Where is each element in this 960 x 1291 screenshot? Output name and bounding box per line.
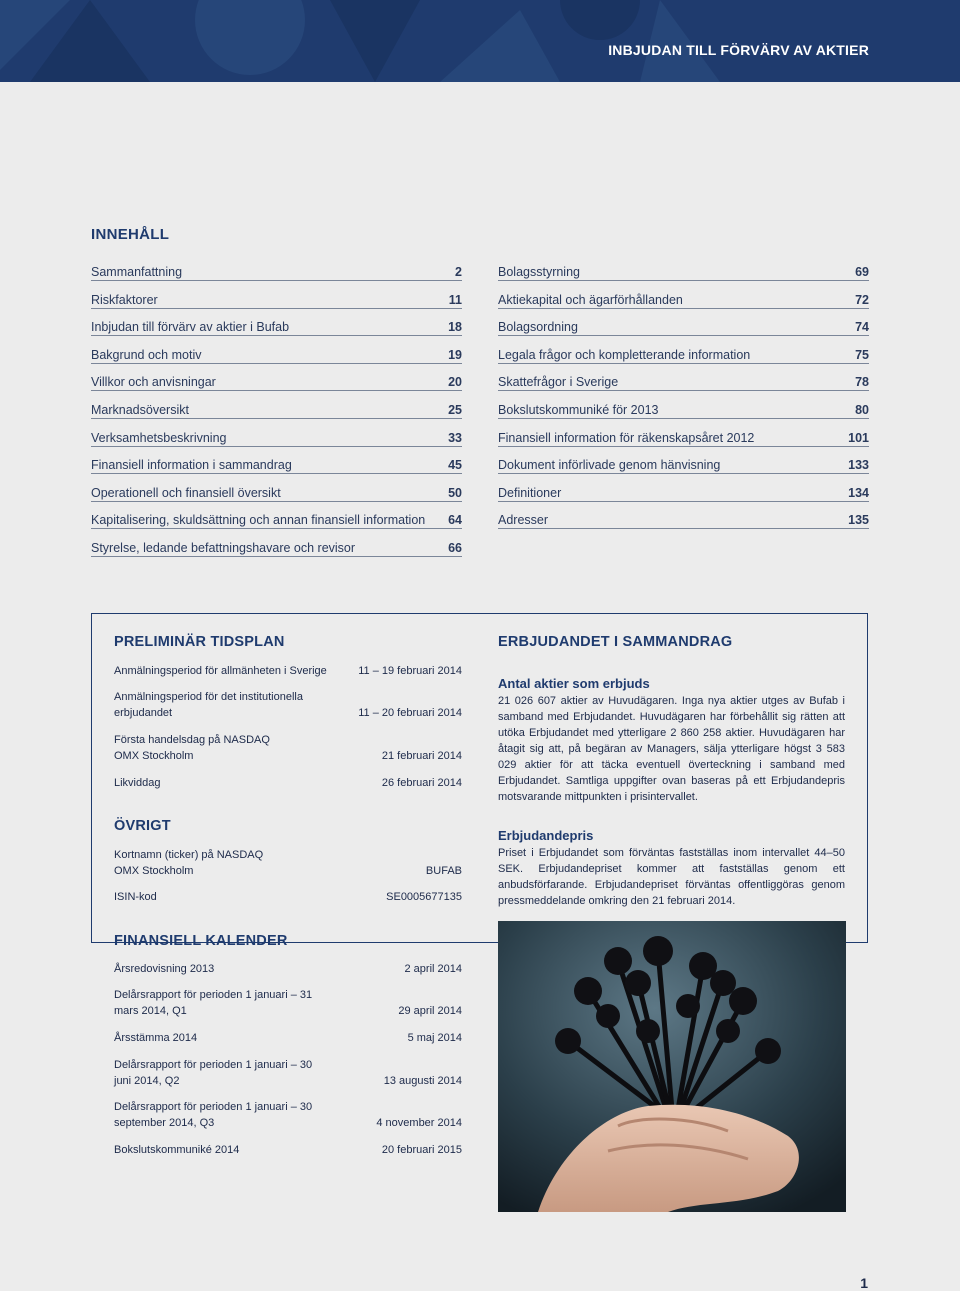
toc-entry-page: 69 <box>855 265 869 279</box>
toc-entry-page: 101 <box>848 430 869 445</box>
toc-entry-label: Bakgrund och motiv <box>91 347 202 362</box>
toc-entry <box>498 365 869 391</box>
toc-entry-label: Bolagsordning <box>498 320 578 335</box>
toc-entry-page: 66 <box>448 540 462 555</box>
calendar-date: 5 maj 2014 <box>407 1032 462 1044</box>
toc-heading: INNEHÅLL <box>91 226 170 243</box>
toc-entry-page: 75 <box>855 347 869 362</box>
toc-entry <box>91 503 462 529</box>
toc-left-column <box>91 255 462 557</box>
page-number: 1 <box>860 1275 868 1291</box>
other-value: SE0005677135 <box>386 891 462 903</box>
calendar-title: FINANSIELL KALENDER <box>114 933 288 949</box>
toc-entry-label: Definitioner <box>498 485 562 500</box>
timeline-item <box>114 663 462 679</box>
toc-entry <box>91 531 462 557</box>
toc-entry-page: 134 <box>848 485 869 500</box>
toc-entry-page: 19 <box>448 347 462 362</box>
toc-entry-page: 135 <box>848 513 869 528</box>
toc-entry-label: Bokslutskommuniké för 2013 <box>498 402 659 417</box>
timeline-label: Anmälningsperiod för det institutionella erbjudandet <box>114 691 303 719</box>
toc-entry-label: Kapitalisering, skuldsättning och annan finansiell information <box>91 513 426 528</box>
toc-entry-label: Sammanfattning <box>91 265 183 279</box>
toc-entry <box>91 255 462 281</box>
timeline-label: Anmälningsperiod för allmänheten i Sverige <box>114 665 327 677</box>
toc-entry-label: Aktiekapital och ägarförhållanden <box>498 292 683 307</box>
calendar-date: 29 april 2014 <box>398 1005 462 1017</box>
calendar-item <box>114 987 462 1019</box>
calendar-item <box>114 1030 462 1046</box>
calendar-item <box>114 961 462 977</box>
shares-text: 21 026 607 aktier av Huvudägaren. Inga nya aktier utges av Bufab i samband med Erbjudandet. Huvudägaren har förbehållit sig rätten att utöka Erbjudandet med ytterligare 2 860 258 aktier. Huvudägaren har åtagit sig att, på begäran av Managers, sälja ytterligare högst 3 583 029 aktier för att täcka eventuell överteckning i samband med Erbjudandet. Samtliga uppgifter ovan baseras på ett Erbjudandepris motsvarande mittpunkten i prisintervallet. <box>498 695 845 803</box>
offer-title: ERBJUDANDET I SAMMANDRAG <box>498 634 733 650</box>
toc-entry-label: Inbjudan till förvärv av aktier i Bufab <box>91 320 290 335</box>
toc-entry <box>498 393 869 419</box>
toc-entry-label: Finansiell information för räkenskapsåret 2012 <box>498 430 755 445</box>
hand-holding-fasteners-photo <box>498 921 846 1212</box>
toc-entry <box>91 338 462 364</box>
other-item <box>114 889 462 905</box>
banner-pattern <box>0 0 960 82</box>
toc-entry-page: 74 <box>855 320 869 335</box>
toc-entry-page: 20 <box>448 375 462 390</box>
toc-entry-page: 64 <box>448 513 462 528</box>
calendar-label: Delårsrapport för perioden 1 januari – 30 september 2014, Q3 <box>114 1101 313 1129</box>
toc-entry <box>498 310 869 336</box>
calendar-date: 4 november 2014 <box>376 1117 462 1129</box>
toc-entry-page: 45 <box>448 458 462 473</box>
toc-entry-page: 78 <box>855 375 869 390</box>
timeline-date: 11 – 19 februari 2014 <box>358 665 462 677</box>
toc-entry <box>91 421 462 447</box>
toc-entry-label: Riskfaktorer <box>91 292 158 307</box>
toc-entry-page: 80 <box>855 402 869 417</box>
other-label: ISIN-kod <box>114 891 157 903</box>
toc-entry-page: 11 <box>448 292 462 307</box>
calendar-label: Delårsrapport för perioden 1 januari – 31 mars 2014, Q1 <box>114 989 313 1017</box>
calendar-label: Årsredovisning 2013 <box>114 963 215 975</box>
toc-entry-label: Verksamhetsbeskrivning <box>91 430 227 445</box>
price-title: Erbjudandepris <box>498 828 594 843</box>
toc-entry <box>498 476 869 502</box>
other-item <box>114 847 462 879</box>
toc-entry <box>91 283 462 309</box>
header-banner <box>0 0 960 82</box>
timeline-item <box>114 732 462 764</box>
shares-title: Antal aktier som erbjuds <box>498 676 650 691</box>
toc-entry-page: 25 <box>448 402 462 417</box>
toc-entry-label: Bolagsstyrning <box>498 265 580 279</box>
toc-entry-label: Finansiell information i sammandrag <box>91 458 292 473</box>
toc-entry-page: 133 <box>848 458 869 473</box>
toc-entry <box>498 338 869 364</box>
toc-right-column <box>498 255 869 529</box>
toc-entry <box>498 255 869 281</box>
toc-entry-label: Villkor och anvisningar <box>91 375 216 390</box>
toc-entry <box>498 448 869 474</box>
toc-entry <box>498 503 869 529</box>
timeline-label: Första handelsdag på NASDAQ OMX Stockholm <box>114 734 270 762</box>
calendar-date: 20 februari 2015 <box>381 1144 462 1156</box>
calendar-item <box>114 1099 462 1131</box>
toc-entry <box>91 365 462 391</box>
timeline-item <box>114 689 462 721</box>
calendar-label: Bokslutskommuniké 2014 <box>114 1144 240 1156</box>
toc-entry-label: Dokument införlivade genom hänvisning <box>498 458 721 473</box>
calendar-item <box>114 1057 462 1089</box>
timeline-title: PRELIMINÄR TIDSPLAN <box>114 634 285 650</box>
toc-entry <box>91 448 462 474</box>
calendar-label: Delårsrapport för perioden 1 januari – 30 juni 2014, Q2 <box>114 1059 313 1087</box>
toc-entry <box>91 393 462 419</box>
other-value: BUFAB <box>425 865 462 877</box>
toc-entry-label: Skattefrågor i Sverige <box>498 375 619 390</box>
toc-entry-page: 72 <box>855 292 869 307</box>
toc-entry-page: 2 <box>455 265 462 279</box>
calendar-label: Årsstämma 2014 <box>114 1032 198 1044</box>
calendar-item <box>114 1142 462 1158</box>
price-text: Priset i Erbjudandet som förväntas fastställas inom intervallet 44–50 SEK. Erbjudandepriset kommer att fastställas genom ett anbudsförfarande. Erbjudandepriset förväntas offentliggöras genom pressmeddelande omkring den 21 februari 2014. <box>498 847 845 907</box>
toc-entry-page: 33 <box>448 430 462 445</box>
timeline-date: 11 – 20 februari 2014 <box>358 707 462 719</box>
toc-entry-label: Operationell och finansiell översikt <box>91 485 281 500</box>
toc-entry-label: Marknadsöversikt <box>91 402 189 417</box>
toc-entry <box>498 283 869 309</box>
calendar-date: 13 augusti 2014 <box>383 1075 462 1087</box>
toc-entry <box>91 310 462 336</box>
toc-entry-page: 18 <box>448 320 462 335</box>
toc-entry <box>498 421 869 447</box>
toc-entry <box>91 476 462 502</box>
timeline-label: Likviddag <box>114 777 161 789</box>
other-label: Kortnamn (ticker) på NASDAQ OMX Stockholm <box>114 849 264 877</box>
timeline-date: 26 februari 2014 <box>381 777 462 789</box>
calendar-date: 2 april 2014 <box>404 963 462 975</box>
document-title: INBJUDAN TILL FÖRVÄRV AV AKTIER <box>608 42 869 58</box>
toc-entry-label: Styrelse, ledande befattningshavare och revisor <box>91 540 356 555</box>
toc-entry-label: Adresser <box>498 513 549 528</box>
toc-entry-label: Legala frågor och kompletterande information <box>498 347 751 362</box>
timeline-date: 21 februari 2014 <box>381 750 462 762</box>
other-title: ÖVRIGT <box>114 818 171 834</box>
toc-entry-page: 50 <box>448 485 462 500</box>
timeline-item <box>114 775 462 791</box>
photo-illustration <box>498 921 846 1212</box>
